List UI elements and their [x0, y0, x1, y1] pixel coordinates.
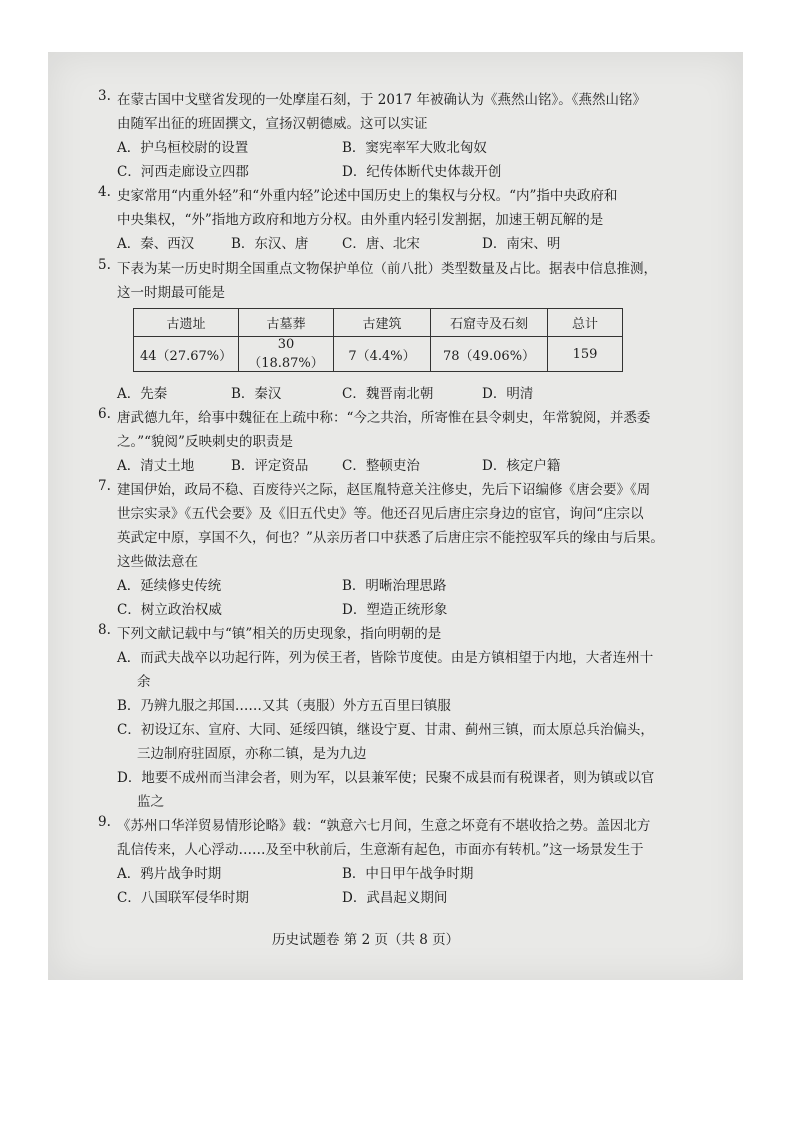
table-cell: 44（27.67%） [134, 337, 239, 372]
q4-option-b: B．东汉、唐 [231, 236, 309, 252]
q4-option-d: D．南宋、明 [482, 236, 561, 252]
q6-number: 6. [98, 406, 111, 422]
q6-option-c: C．整顿吏治 [342, 458, 420, 474]
table-cell: 30（18.87%） [239, 337, 334, 372]
q7-stem-line-4: 这些做法意在 [117, 554, 198, 570]
q3-option-d: D．纪传体断代史体裁开创 [342, 164, 502, 180]
table-header-row [134, 309, 623, 337]
q6-stem-line-1: 唐武德九年，给事中魏征在上疏中称：“今之共治，所寄惟在县令刺史，年常貌阅，并悉委 [117, 410, 651, 426]
q6-option-b: B．评定资品 [231, 458, 309, 474]
q8-option-c-line-1: C．初设辽东、宣府、大同、延绥四镇，继设宁夏、甘肃、蓟州三镇，而太原总兵治偏头， [117, 722, 654, 738]
q6-stem-line-2: 之。”“貌阅”反映刺史的职责是 [117, 434, 293, 450]
q4-option-c: C．唐、北宋 [342, 236, 420, 252]
q3-option-a: A．护乌桓校尉的设置 [117, 140, 249, 156]
q7-option-d: D．塑造正统形象 [342, 602, 448, 618]
relics-table [133, 308, 623, 372]
q8-option-a-line-1: A．而武夫战卒以功起行阵，列为侯王者，皆除节度使。由是方镇相望于内地，大者连州十 [117, 650, 654, 666]
q8-option-d-line-2: 监之 [137, 794, 164, 810]
page-footer: 历史试题卷 第 2 页（共 8 页） [272, 932, 460, 948]
q8-option-d-line-1: D．地要不成州而当津会者，则为军，以县兼军使；民聚不成县而有税课者，则为镇或以官 [117, 770, 655, 786]
table-header-cell: 古遗址 [134, 309, 239, 337]
q9-option-c: C．八国联军侵华时期 [117, 890, 249, 906]
q7-option-a: A．延续修史传统 [117, 578, 222, 594]
q9-stem-line-2: 乱信传来，人心浮动……及至中秋前后，生意渐有起色，市面亦有转机。”这一场景发生于 [117, 842, 644, 858]
q5-option-a: A．先秦 [117, 386, 168, 402]
q4-stem-line-2: 中央集权，“外”指地方政府和地方分权。由外重内轻引发割据，加速王朝瓦解的是 [117, 212, 604, 228]
q7-option-c: C．树立政治权威 [117, 602, 222, 618]
table-header-cell: 古建筑 [334, 309, 431, 337]
q8-number: 8. [98, 622, 111, 638]
q9-option-a: A．鸦片战争时期 [117, 866, 222, 882]
q6-option-a: A．清丈土地 [117, 458, 195, 474]
q7-stem-line-2: 世宗实录》《五代会要》及《旧五代史》等。他还召见后唐庄宗身边的宦官，询问“庄宗以 [117, 506, 644, 522]
q8-option-c-line-2: 三边制府驻固原，亦称二镇，是为九边 [137, 746, 367, 762]
q9-option-d: D．武昌起义期间 [342, 890, 448, 906]
q5-option-b: B．秦汉 [231, 386, 282, 402]
q9-stem-line-1: 《苏州口华洋贸易情形论略》载：“孰意六七月间，生意之坏竟有不堪收拾之势。盖因北方 [117, 818, 651, 834]
q8-option-b: B．乃辨九服之邦国……又其（夷服）外方五百里曰镇服 [117, 698, 451, 714]
table-cell: 7（4.4%） [334, 337, 431, 372]
q9-option-b: B．中日甲午战争时期 [342, 866, 474, 882]
q4-option-a: A．秦、西汉 [117, 236, 195, 252]
q9-number: 9. [98, 814, 111, 830]
table-cell: 159 [548, 337, 623, 372]
q7-option-b: B．明晰治理思路 [342, 578, 447, 594]
q7-stem-line-3: 英武定中原，享国不久，何也？”从亲历者口中获悉了后唐庄宗不能控驭军兵的缘由与后果。 [117, 530, 664, 546]
table-cell: 78（49.06%） [431, 337, 548, 372]
table-header-cell: 石窟寺及石刻 [431, 309, 548, 337]
q5-option-d: D．明清 [482, 386, 534, 402]
q6-option-d: D．核定户籍 [482, 458, 561, 474]
q3-number: 3. [98, 88, 111, 104]
q8-option-a-line-2: 余 [137, 674, 151, 690]
q3-stem-line-2: 由随军出征的班固撰文，宣扬汉朝德威。这可以实证 [117, 116, 428, 132]
q3-option-b: B．窦宪率军大败北匈奴 [342, 140, 487, 156]
table-row [134, 337, 623, 372]
q5-option-c: C．魏晋南北朝 [342, 386, 434, 402]
table-header-cell: 总计 [548, 309, 623, 337]
table-header-cell: 古墓葬 [239, 309, 334, 337]
q4-stem-line-1: 史家常用“内重外轻”和“外重内轻”论述中国历史上的集权与分权。“内”指中央政府和 [117, 188, 618, 204]
q4-number: 4. [98, 184, 111, 200]
q3-stem-line-1: 在蒙古国中戈壁省发现的一处摩崖石刻，于 2017 年被确认为《燕然山铭》。《燕然山铭》 [117, 92, 646, 108]
q3-option-c: C．河西走廊设立四郡 [117, 164, 249, 180]
q7-stem-line-1: 建国伊始，政局不稳、百废待兴之际，赵匡胤特意关注修史，先后下诏编修《唐会要》《周 [117, 482, 651, 498]
q5-number: 5. [98, 257, 111, 273]
q8-stem-line-1: 下列文献记载中与“镇”相关的历史现象，指向明朝的是 [117, 626, 442, 642]
q5-stem-line-2: 这一时期最可能是 [117, 285, 225, 301]
q7-number: 7. [98, 478, 111, 494]
q5-stem-line-1: 下表为某一历史时期全国重点文物保护单位（前八批）类型数量及占比。据表中信息推测， [117, 261, 657, 277]
